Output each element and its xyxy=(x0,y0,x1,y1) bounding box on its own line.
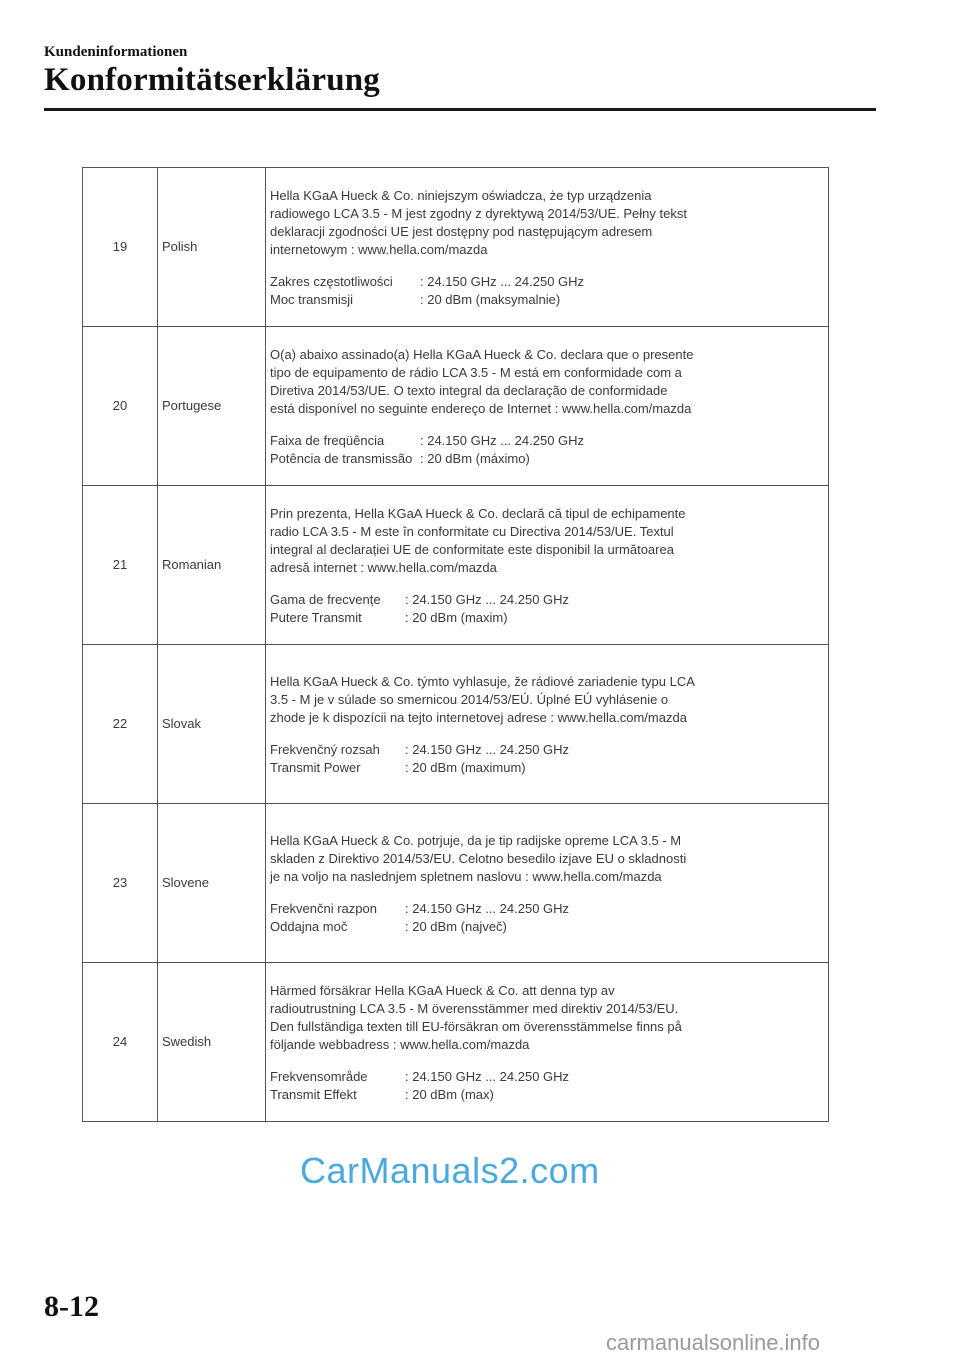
table-row xyxy=(83,486,829,645)
spec-label: Frekvensområde xyxy=(270,1069,368,1084)
row-language: Polish xyxy=(158,168,266,327)
spec-value: : 20 dBm (max) xyxy=(405,1087,494,1102)
spec-label: Faixa de freqüência xyxy=(270,433,385,448)
row-language: Portugese xyxy=(158,327,266,486)
row-declaration xyxy=(266,168,829,327)
spec-label: Oddajna moč xyxy=(270,919,348,934)
page-title: Konformitätserklärung xyxy=(44,62,381,98)
spec-value: : 24.150 GHz ... 24.250 GHz xyxy=(405,742,570,757)
row-language: Slovak xyxy=(158,645,266,804)
power-spec xyxy=(270,291,818,309)
spec-value: : 20 dBm (maksymalnie) xyxy=(420,292,561,307)
frequency-spec xyxy=(270,273,818,291)
spec-label: Transmit Effekt xyxy=(270,1087,357,1102)
power-spec xyxy=(270,1086,818,1104)
spec-label: Gama de frecvențe xyxy=(270,592,381,607)
spec-value: : 20 dBm (največ) xyxy=(405,919,507,934)
row-language: Swedish xyxy=(158,963,266,1122)
row-number: 22 xyxy=(83,645,158,804)
row-declaration xyxy=(266,645,829,804)
row-number: 20 xyxy=(83,327,158,486)
section-label: Kundeninformationen xyxy=(44,44,188,60)
power-spec xyxy=(270,759,818,777)
table-row xyxy=(83,168,829,327)
footer-site: carmanualsonline.info xyxy=(606,1330,821,1355)
declaration-text: Härmed försäkrar Hella KGaA Hueck & Co. att denna typ av radioutrustning LCA 3.5 - M överensstämmer med direktiv 2014/53/EU. Den fullständiga texten till EU-försäkran om överensstämmelse finns på följande webbadress : www.hella.com/mazda xyxy=(270,983,682,1052)
declaration-text: Hella KGaA Hueck & Co. potrjuje, da je tip radijske opreme LCA 3.5 - M skladen z Direktivo 2014/53/EU. Celotno besedilo izjave EU o skladnosti je na voljo na naslednjem spletnem naslovu : www.hella.com/mazda xyxy=(270,833,687,884)
declaration-text: O(a) abaixo assinado(a) Hella KGaA Hueck & Co. declara que o presente tipo de equipamento de rádio LCA 3.5 - M está em conformidade com a Diretiva 2014/53/UE. O texto integral da declaração de conformidade está disponível no seguinte endereço de Internet : www.hella.com/mazda xyxy=(270,347,694,416)
spec-value: : 20 dBm (máximo) xyxy=(420,451,530,466)
frequency-spec xyxy=(270,432,818,450)
spec-label: Moc transmisji xyxy=(270,292,354,307)
frequency-spec xyxy=(270,591,818,609)
row-declaration xyxy=(266,327,829,486)
spec-value: : 20 dBm (maxim) xyxy=(405,610,508,625)
spec-label: Frekvenčni razpon xyxy=(270,901,377,916)
spec-value: : 24.150 GHz ... 24.250 GHz xyxy=(405,1069,570,1084)
spec-value: : 24.150 GHz ... 24.250 GHz xyxy=(405,592,570,607)
power-spec xyxy=(270,609,818,627)
title-rule xyxy=(44,108,876,111)
spec-label: Putere Transmit xyxy=(270,610,362,625)
row-number: 19 xyxy=(83,168,158,327)
row-language: Romanian xyxy=(158,486,266,645)
row-number: 24 xyxy=(83,963,158,1122)
declaration-text: Hella KGaA Hueck & Co. týmto vyhlasuje, že rádiové zariadenie typu LCA 3.5 - M je v súlade so smernicou 2014/53/EÚ. Úplné EÚ vyhlásenie o zhode je k dispozícii na tejto internetovej adrese : www.hella.com/mazda xyxy=(270,674,695,725)
declaration-text: Prin prezenta, Hella KGaA Hueck & Co. declară că tipul de echipamente radio LCA 3.5 - M este în conformitate cu Directiva 2014/53/UE. Textul integral al declarației UE de conformitate este disponibil la următoarea adresă internet : www.hella.com/mazda xyxy=(270,506,686,575)
spec-value: : 24.150 GHz ... 24.250 GHz xyxy=(420,433,585,448)
table-row xyxy=(83,963,829,1122)
spec-label: Zakres częstotliwości xyxy=(270,274,393,289)
row-number: 23 xyxy=(83,804,158,963)
frequency-spec xyxy=(270,1068,818,1086)
declaration-text: Hella KGaA Hueck & Co. niniejszym oświadcza, że typ urządzenia radiowego LCA 3.5 - M jest zgodny z dyrektywą 2014/53/UE. Pełny tekst deklaracji zgodności UE jest dostępny pod następującym adresem internetowym : www.hella.com/mazda xyxy=(270,188,687,257)
table-row xyxy=(83,645,829,804)
power-spec xyxy=(270,918,818,936)
row-number: 21 xyxy=(83,486,158,645)
watermark-logo: CarManuals2.com xyxy=(300,1150,600,1191)
row-declaration xyxy=(266,963,829,1122)
conformity-table xyxy=(82,167,829,1122)
spec-value: : 20 dBm (maximum) xyxy=(405,760,526,775)
frequency-spec xyxy=(270,900,818,918)
table-row xyxy=(83,327,829,486)
frequency-spec xyxy=(270,741,818,759)
page-number: 8-12 xyxy=(44,1290,99,1323)
table-row xyxy=(83,804,829,963)
row-declaration xyxy=(266,486,829,645)
spec-value: : 24.150 GHz ... 24.250 GHz xyxy=(420,274,585,289)
spec-value: : 24.150 GHz ... 24.250 GHz xyxy=(405,901,570,916)
spec-label: Transmit Power xyxy=(270,760,361,775)
spec-label: Frekvenčný rozsah xyxy=(270,742,380,757)
row-language: Slovene xyxy=(158,804,266,963)
spec-label: Potência de transmissão xyxy=(270,451,413,466)
row-declaration xyxy=(266,804,829,963)
power-spec xyxy=(270,450,818,468)
